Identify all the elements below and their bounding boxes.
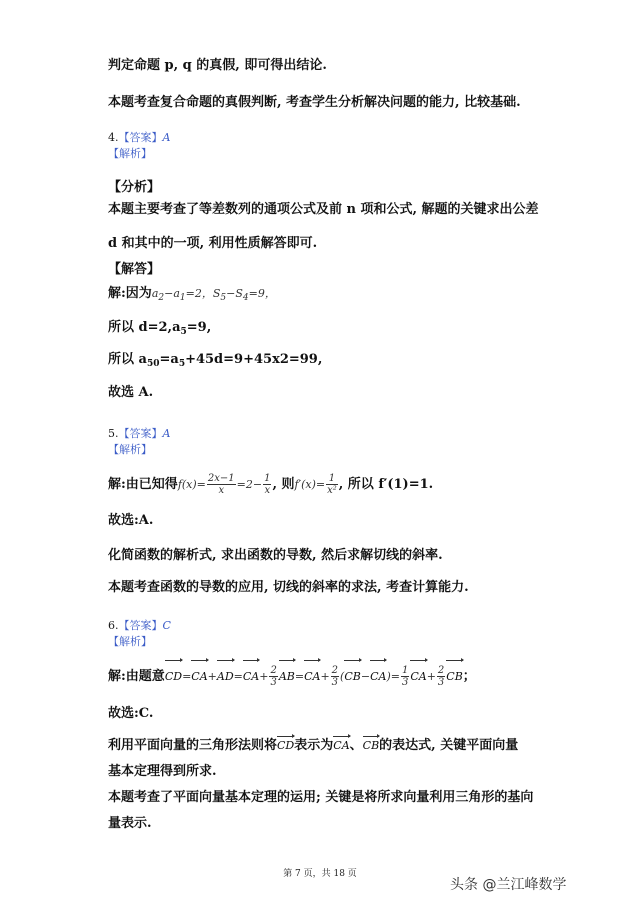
answer-value: A [162,427,171,440]
text-line: 所以 $a_{50}=a_5+45d=9+45x2=99$, [108,352,323,369]
text-line: 故选:A. [108,513,154,528]
text-line: 利用平面向量的三角形法则将CD表示为CA、CB的表达式, 关键平面向量 [108,738,519,753]
analysis-tag: 【解析】 [108,147,152,160]
text-line: 基本定理得到所求. [108,764,217,779]
question-number: 6. [108,619,119,632]
answer-tag: 【答案】 [118,131,163,144]
question-number: 4. [108,131,119,144]
answer-line [108,618,171,634]
analysis-tag: 【解析】 [108,443,152,456]
text-line: 所以 $d=2,a_5=9$, [108,320,212,337]
text-line: 化简函数的解析式, 求出函数的导数, 然后求解切线的斜率. [108,548,443,563]
answer-line [108,426,170,442]
text-line: 故选:C. [108,706,154,721]
text-line: 本题主要考查了等差数列的通项公式及前 n 项和公式, 解题的关键求出公差 [108,202,539,217]
text-line: 量表示. [108,816,152,831]
text-line: 本题考查函数的导数的应用, 切线的斜率的求法, 考查计算能力. [108,580,469,595]
formula-line: 解:由题意CD=CA+AD=CA+ $\frac{2}{3}$ AB=CA+ $\frac{2}{3}$ (CB−CA)= $\frac{1}{3}$ CA+ $\frac{2}{3}$ CB； [108,662,476,692]
answer-value: A [162,131,171,144]
formula-line: 解:由已知得f(x)= $\frac{2x-1}{x}$ =2− $\frac{1}{x}$ , 则f′(x)= $\frac{1}{\text{x²}}$ , 所以 f′(1)=1. [108,473,434,496]
text-line: 本题考查了平面向量基本定理的运用; 关键是将所求向量利用三角形的基向 [108,790,534,805]
answer-tag: 【答案】 [118,619,163,632]
text-line: d 和其中的一项, 利用性质解答即可. [108,236,318,251]
question-number: 5. [108,427,119,440]
text-line: 判定命题 p, q 的真假, 即可得出结论. [108,58,327,73]
text-line: 故选 A. [108,385,154,400]
formula-line: 解:因为$a_2-a_1=2$，$S_5-S_4=9$， [108,286,276,303]
text-line: 本题考查复合命题的真假判断, 考查学生分析解决问题的能力, 比较基础. [108,95,521,110]
answer-line [108,130,170,146]
analysis-tag: 【解析】 [108,635,152,648]
answer-value: C [162,619,171,632]
section-label: 【分析】 [108,180,161,195]
answer-tag: 【答案】 [118,427,163,440]
section-label: 【解答】 [108,262,161,277]
watermark: 头条 @兰江峰数学 [450,877,567,893]
page-footer: 第 7 页，共 18 页 [283,869,357,879]
